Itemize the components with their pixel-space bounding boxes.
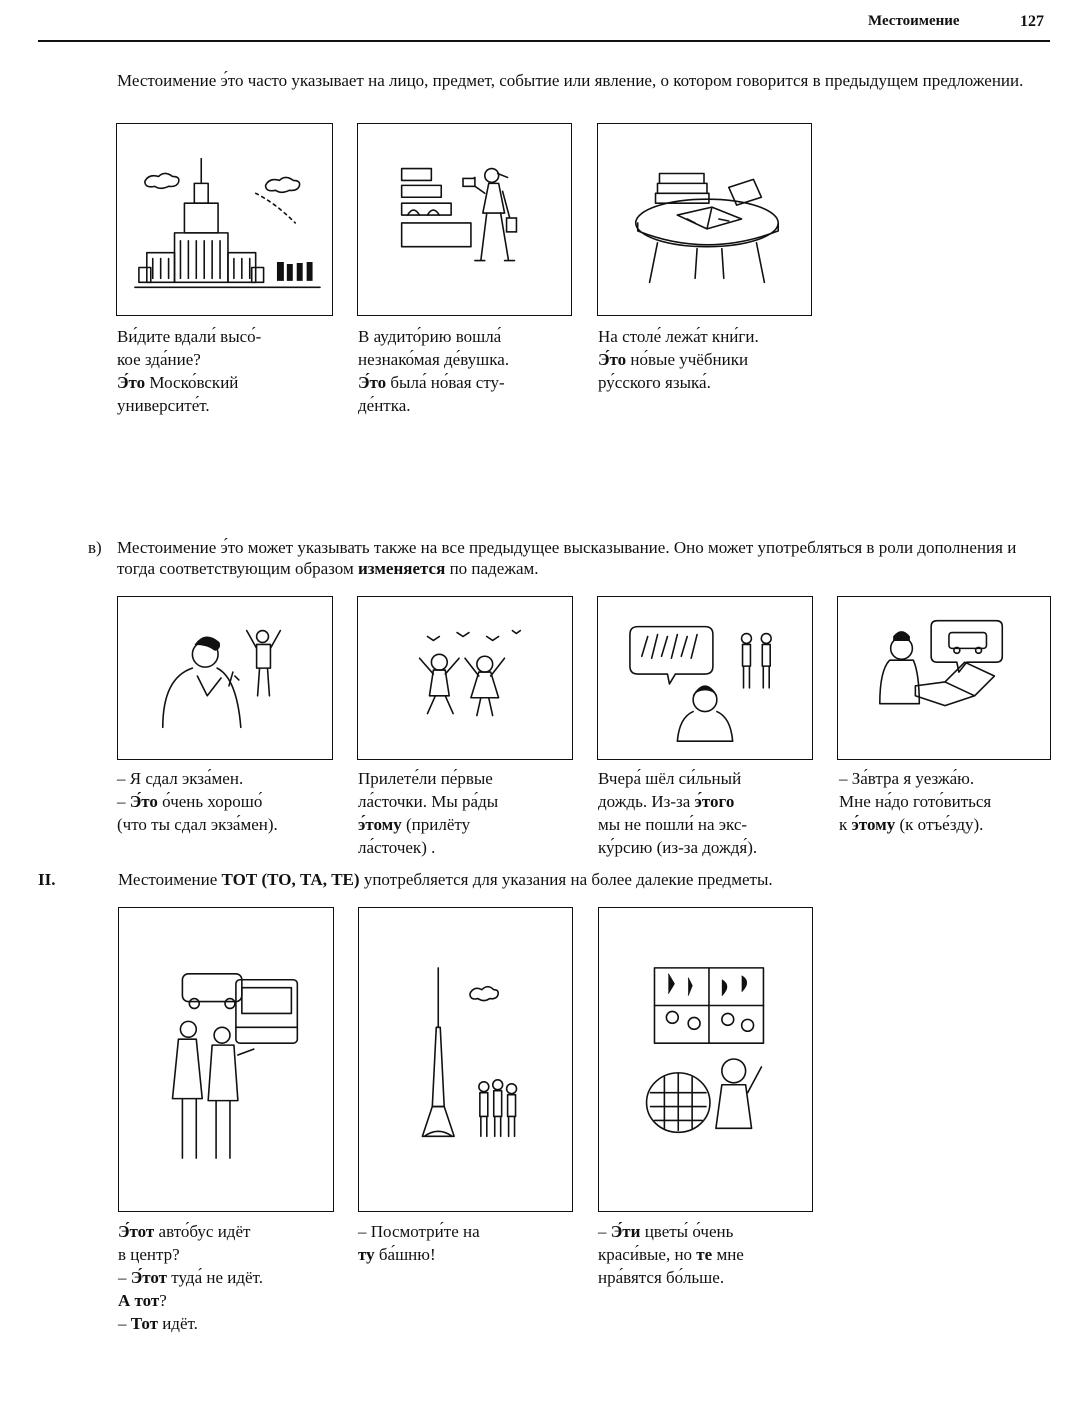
header-rule xyxy=(38,40,1050,42)
caption-flowers: – Э́ти цветы́ о́чень краси́вые, но те мне нра́вятся бо́льше. xyxy=(598,1222,744,1287)
caption-swallows: Прилете́ли пе́рвые ла́сточки. Мы ра́ды э́тому (прилёту ла́сточек) . xyxy=(358,769,499,857)
section-v-paragraph: Местоимение э́то может указывать также на все предыдущее высказывание. Оно может употребляться в роли дополнения и тогда соответствующим образом изменяется по падежам. xyxy=(117,538,1017,578)
picture-buses xyxy=(118,907,334,1212)
picture-auditorium xyxy=(357,123,572,316)
picture-books xyxy=(597,123,812,316)
running-header-title: Местоимение xyxy=(868,13,960,29)
caption-exam: – Я сдал экза́мен. – Э́то о́чень хорошо́ (что ты сдал экза́мен). xyxy=(117,769,278,834)
picture-exam xyxy=(117,596,333,760)
picture-departure xyxy=(837,596,1051,760)
picture-flowers xyxy=(598,907,813,1212)
men-buses-illustration xyxy=(119,908,333,1211)
caption-departure: – За́втра я уезжа́ю. Мне на́до гото́виться к э́тому (к отъе́зду). xyxy=(839,769,992,834)
intro-paragraph: Местоимение э́то часто указывает на лицо, предмет, событие или явление, о котором говорится в предыдущем предложении. xyxy=(117,71,1024,90)
caption-books: На столе́ лежа́т кни́ги. Э́то но́вые учёбники ру́сского языка́. xyxy=(598,327,759,392)
section-ii-marker: II. xyxy=(38,870,56,889)
caption-auditorium: В аудито́рию вошла́ незнако́мая де́вушка. Э́то была́ но́вая сту- де́нтка. xyxy=(358,327,510,415)
girl-flowers-illustration xyxy=(599,908,812,1211)
woman-boy-illustration xyxy=(118,597,332,759)
picture-tower xyxy=(358,907,573,1212)
student-girl-illustration xyxy=(358,124,571,315)
picture-rain xyxy=(597,596,813,760)
university-illustration xyxy=(117,124,332,315)
tv-tower-illustration xyxy=(359,908,572,1211)
woman-packing-illustration xyxy=(838,597,1050,759)
caption-buses: Э́тот авто́бус идёт в центр? – Э́тот туда́ не идёт. А тот? – Тот идёт. xyxy=(118,1222,263,1333)
picture-university xyxy=(116,123,333,316)
caption-rain: Вчера́ шёл си́льный дождь. Из-за э́того мы не пошли́ на экс- ку́рсию (из-за дождя́). xyxy=(598,769,758,857)
picture-swallows xyxy=(357,596,573,760)
section-v-marker: в) xyxy=(88,538,102,557)
children-swallows-illustration xyxy=(358,597,572,759)
books-table-illustration xyxy=(598,124,811,315)
page-number: 127 xyxy=(1020,13,1044,30)
section-ii-paragraph: Местоимение ТОТ (ТО, ТА, ТЕ) употребляется для указания на более далекие предметы. xyxy=(118,870,773,889)
caption-university: Ви́дите вдали́ высо́- кое зда́ние? Э́то Моско́вский университе́т. xyxy=(117,327,262,415)
caption-tower: – Посмотри́те на ту ба́шню! xyxy=(358,1222,480,1264)
girl-rain-illustration xyxy=(598,597,812,759)
